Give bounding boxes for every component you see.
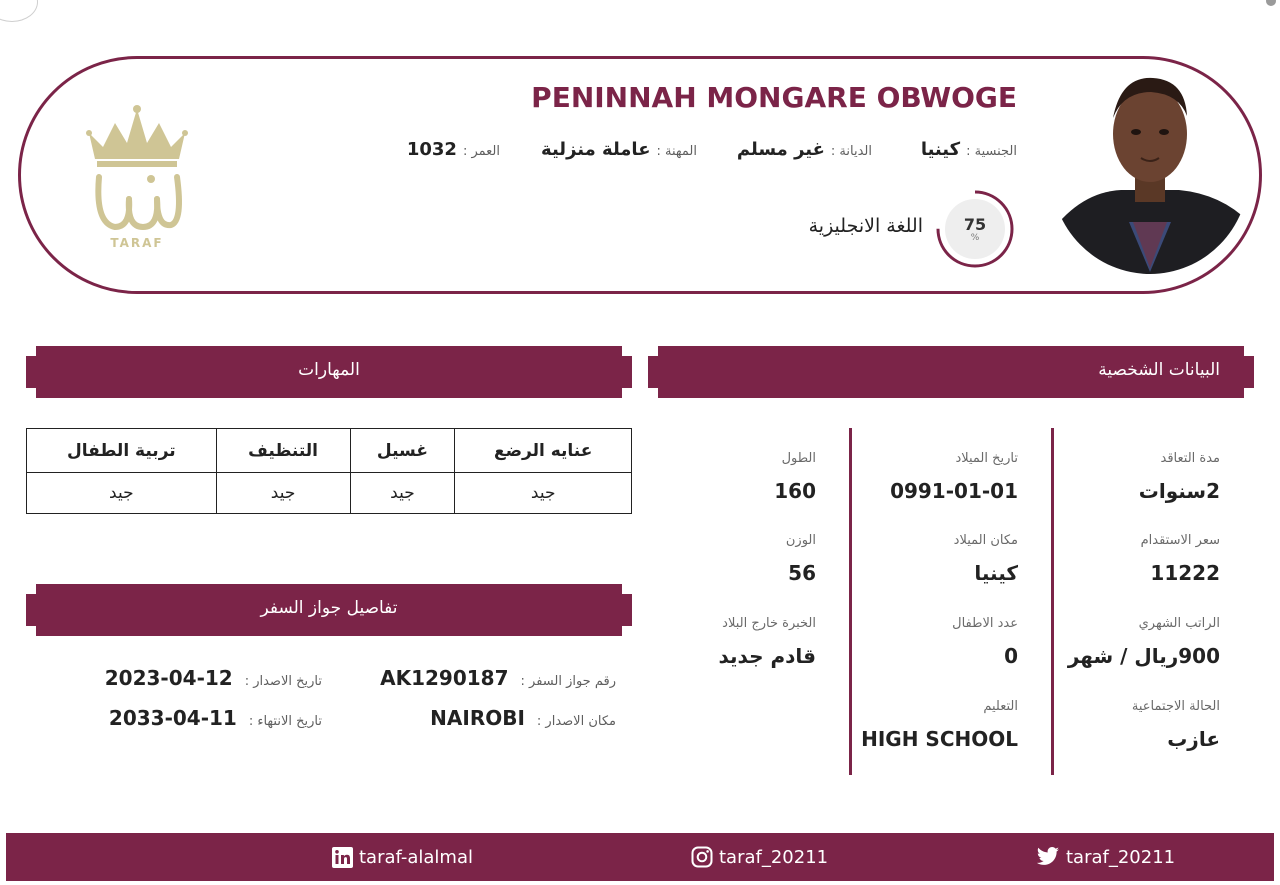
expiry-date-label: تاريخ الانتهاء : xyxy=(248,714,322,729)
language-skill xyxy=(717,187,1017,271)
scroll-indicator xyxy=(1266,0,1276,6)
religion-label: الديانة : xyxy=(830,144,872,159)
expiry-date-value: 2033-04-11 xyxy=(108,706,237,730)
nationality-label: الجنسية : xyxy=(966,144,1017,159)
instagram-icon xyxy=(691,846,713,868)
recruit-price-field xyxy=(1040,533,1220,585)
children-field xyxy=(838,616,1018,668)
logo-text: TARAF xyxy=(110,236,164,250)
skills-value-row xyxy=(27,473,632,514)
education-label: التعليم xyxy=(983,699,1018,714)
passport-number-field xyxy=(380,666,616,690)
birth-place-field xyxy=(838,533,1018,585)
twitter-link[interactable] xyxy=(1036,845,1175,869)
profile-card xyxy=(18,56,1262,294)
experience-value: قادم جديد xyxy=(718,644,816,668)
issue-place-label: مكان الاصدار : xyxy=(536,714,616,729)
twitter-handle: taraf_20211 xyxy=(1066,846,1176,868)
salary-label: الراتب الشهري xyxy=(1138,616,1220,631)
recruit-price-value: 11222 xyxy=(1150,561,1220,585)
salary-field xyxy=(1040,616,1220,668)
linkedin-link[interactable] xyxy=(332,845,473,869)
marital-value: عازب xyxy=(1167,727,1220,751)
marital-field xyxy=(1040,699,1220,751)
skill-level: جيد xyxy=(27,473,217,514)
experience-label: الخبرة خارج البلاد xyxy=(722,616,816,631)
nationality-field xyxy=(921,139,1017,160)
skill-level: جيد xyxy=(350,473,455,514)
linkedin-handle: taraf-alalmal xyxy=(359,846,473,868)
instagram-link[interactable] xyxy=(691,845,828,869)
footer xyxy=(6,833,1274,881)
religion-field xyxy=(737,139,872,160)
personal-title: البيانات الشخصية xyxy=(1098,360,1220,380)
skills-header-row xyxy=(27,429,632,473)
instagram-handle: taraf_20211 xyxy=(719,846,829,868)
skills-table xyxy=(26,428,632,514)
linkedin-icon xyxy=(332,847,353,868)
avatar xyxy=(1051,72,1249,274)
issue-date-value: 2023-04-12 xyxy=(104,666,233,690)
height-field xyxy=(636,451,816,503)
issue-date-label: تاريخ الاصدار : xyxy=(244,674,322,689)
skill-name: غسيل xyxy=(350,429,455,473)
profession-field xyxy=(541,139,697,160)
birth-date-field xyxy=(838,451,1018,503)
skill-name: تربية الطفال xyxy=(27,429,217,473)
skill-name: التنظيف xyxy=(216,429,350,473)
profession-label: المهنة : xyxy=(656,144,697,159)
personal-header xyxy=(648,346,1254,398)
contract-field xyxy=(1040,451,1220,503)
birth-place-value: كينيا xyxy=(974,561,1018,585)
corner-decoration xyxy=(0,0,38,22)
age-field xyxy=(407,139,500,160)
skill-name: عنايه الرضع xyxy=(455,429,632,473)
expiry-date-field xyxy=(109,706,322,730)
nationality-value: كينيا xyxy=(920,139,961,160)
issue-place-field xyxy=(430,706,616,730)
age-value: 1032 xyxy=(406,139,457,160)
contract-value: 2سنوات xyxy=(1138,479,1220,503)
skill-level: جيد xyxy=(216,473,350,514)
birth-date-label: تاريخ الميلاد xyxy=(955,451,1018,466)
profession-value: عاملة منزلية xyxy=(541,139,651,160)
children-label: عدد الاطفال xyxy=(952,616,1018,631)
passport-number-label: رقم جواز السفر : xyxy=(520,674,616,689)
language-percent: 75 xyxy=(963,215,987,234)
marital-label: الحالة الاجتماعية xyxy=(1131,699,1220,714)
weight-label: الوزن xyxy=(785,533,816,548)
height-value: 160 xyxy=(774,479,816,503)
language-name: اللغة الانجليزية xyxy=(808,215,923,237)
worker-name: PENINNAH MONGARE OBWOGE xyxy=(531,81,1017,114)
height-label: الطول xyxy=(781,451,816,466)
basic-info-row xyxy=(397,139,1017,167)
birth-place-label: مكان الميلاد xyxy=(953,533,1018,548)
weight-field xyxy=(636,533,816,585)
age-label: العمر : xyxy=(462,144,500,159)
passport-number-value: AK1290187 xyxy=(380,666,509,690)
twitter-icon xyxy=(1036,847,1060,867)
experience-field xyxy=(636,616,816,668)
issue-date-field xyxy=(105,666,322,690)
passport-title: تفاصيل جواز السفر xyxy=(260,598,398,618)
religion-value: غير مسلم xyxy=(736,139,825,160)
education-field xyxy=(838,699,1018,751)
recruit-price-label: سعر الاستقدام xyxy=(1140,533,1220,548)
skills-header xyxy=(26,346,632,398)
salary-value: 900ريال / شهر xyxy=(1067,644,1220,668)
taraf-logo xyxy=(81,103,193,251)
birth-date-value: 0991-01-01 xyxy=(890,479,1018,503)
language-percent-unit: % xyxy=(970,233,980,243)
contract-label: مدة التعاقد xyxy=(1160,451,1220,466)
skill-level: جيد xyxy=(455,473,632,514)
children-value: 0 xyxy=(1004,644,1018,668)
issue-place-value: NAIROBI xyxy=(430,706,525,730)
passport-header xyxy=(26,584,632,636)
weight-value: 56 xyxy=(788,561,816,585)
skills-title: المهارات xyxy=(298,360,360,380)
education-value: HIGH SCHOOL xyxy=(861,727,1018,751)
